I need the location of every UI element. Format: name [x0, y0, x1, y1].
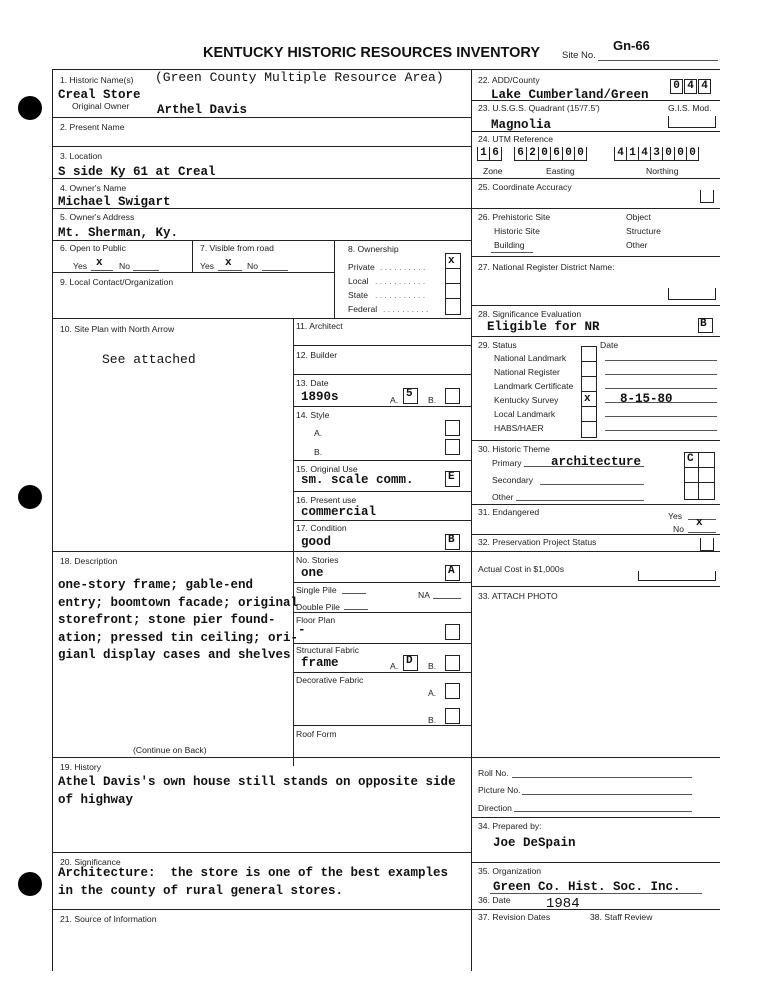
f17-label: 17. Condition — [296, 523, 347, 533]
utm-easting-digit: 2 — [526, 147, 539, 161]
f9-label: 9. Local Contact/Organization — [60, 277, 174, 287]
f35-label: 35. Organization — [478, 866, 542, 876]
f32-box[interactable] — [700, 538, 714, 551]
easting-label: Easting — [546, 166, 575, 176]
county-code-digit: 4 — [684, 79, 697, 94]
stories-value: one — [301, 566, 324, 580]
f15-value: sm. scale comm. — [301, 473, 414, 487]
f31-label: 31. Endangered — [478, 507, 540, 517]
other-label: Other — [492, 492, 514, 502]
f8-label: 8. Ownership — [348, 244, 399, 254]
f31-mark: x — [696, 517, 703, 529]
f14-b-box[interactable] — [445, 439, 460, 455]
f29-date-label: Date — [600, 340, 619, 350]
f14-b-label: B. — [314, 447, 323, 457]
actual-cost-label: Actual Cost in $1,000s — [478, 564, 564, 574]
f24-label: 24. UTM Reference — [478, 134, 553, 144]
f31-yes-label: Yes — [668, 511, 683, 521]
f13-value: 1890s — [301, 390, 339, 404]
status-checkbox-column[interactable] — [581, 346, 597, 438]
f11-label: 11. Architect — [296, 321, 343, 331]
f19-label: 19. History — [60, 762, 102, 772]
punch-hole — [18, 872, 42, 896]
f26-building: Building — [494, 240, 525, 250]
f14-label: 14. Style — [296, 410, 330, 420]
f7-yes: Yes — [200, 261, 215, 271]
primary-value: architecture — [551, 455, 642, 469]
f7-no: No — [247, 261, 258, 271]
punch-hole — [18, 485, 42, 509]
site-no-value: Gn-66 — [613, 38, 650, 53]
utm-easting-digit: 0 — [538, 147, 551, 161]
f3-value: S side Ky 61 at Creal — [58, 165, 216, 179]
decorative-a-box[interactable] — [445, 683, 460, 699]
roll-label: Roll No. — [478, 768, 509, 778]
f13-a-value: 5 — [406, 388, 413, 400]
gis-label: G.I.S. Mod. — [668, 103, 712, 113]
na-label: NA — [418, 590, 430, 600]
f5-label: 5. Owner's Address — [60, 212, 135, 222]
status-landmark-certificate: Landmark Certificate — [494, 381, 574, 391]
utm-northing-digit: 1 — [626, 147, 639, 161]
f17-value: good — [301, 535, 332, 549]
utm-northing-digit: 3 — [650, 147, 663, 161]
double-pile-label: Double Pile — [296, 602, 340, 612]
f5-value: Mt. Sherman, Ky. — [58, 226, 179, 240]
f3-label: 3. Location — [60, 151, 103, 161]
f36-label: 36. Date — [478, 895, 511, 905]
f8-private: Private — [348, 262, 375, 272]
status-national-register: National Register — [494, 367, 560, 377]
stories-label: No. Stories — [296, 555, 339, 565]
f12-label: 12. Builder — [296, 350, 338, 360]
f17-code: B — [448, 534, 455, 546]
status-kentucky-survey: Kentucky Survey — [494, 395, 559, 405]
f28-value: Eligible for NR — [487, 320, 600, 334]
picture-label: Picture No. — [478, 785, 521, 795]
f13-b-box[interactable] — [445, 388, 460, 404]
utm-easting-digit: 6 — [514, 147, 527, 161]
f10-value: See attached — [102, 352, 196, 367]
ky-survey-date: 8-15-80 — [620, 392, 673, 406]
actual-cost-box[interactable] — [638, 571, 716, 581]
f19-value: Athel Davis's own house still stands on opposite side of highway — [58, 775, 456, 807]
f6-label: 6. Open to Public — [60, 243, 126, 253]
form-title: KENTUCKY HISTORIC RESOURCES INVENTORY — [203, 45, 541, 61]
f6-no: No — [119, 261, 130, 271]
f21-label: 21. Source of Information — [60, 914, 157, 924]
primary-code: C — [687, 453, 694, 465]
punch-hole — [18, 96, 42, 120]
f14-a-label: A. — [314, 428, 323, 438]
northing-label: Northing — [646, 166, 679, 176]
f10-label: 10. Site Plan with North Arrow — [60, 324, 175, 334]
f26-object: Object — [626, 212, 651, 222]
f25-label: 25. Coordinate Accuracy — [478, 182, 572, 192]
f28-label: 28. Significance Evaluation — [478, 309, 582, 319]
f8-state: State — [348, 290, 369, 300]
orig-owner-label: Original Owner — [72, 101, 130, 111]
ky-survey-mark: x — [584, 393, 591, 405]
structural-a-label: A. — [390, 661, 399, 671]
site-no-label: Site No. — [562, 50, 596, 61]
orig-owner-value: Arthel Davis — [157, 103, 248, 117]
f28-code: B — [700, 318, 707, 330]
structural-value: frame — [301, 656, 339, 670]
f8-local: Local — [348, 276, 369, 286]
f1-label: 1. Historic Name(s) — [60, 75, 134, 85]
county-code-digit: 0 — [670, 79, 683, 94]
f20-label: 20. Significance — [60, 857, 121, 867]
f18-value: one-story frame; gable-end entry; boomtown facade; original storefront; stone pier found- ation; pressed tin ceiling; ori- gianl display cases and shelves — [58, 578, 299, 662]
f13-a-label: A. — [390, 395, 399, 405]
f16-value: commercial — [301, 505, 377, 519]
f13-label: 13. Date — [296, 378, 329, 388]
f26-structure: Structure — [626, 226, 661, 236]
utm-zone-digit: 6 — [489, 147, 502, 161]
floor-plan-value: - — [298, 623, 306, 637]
direction-label: Direction — [478, 803, 512, 813]
f8-private-mark: x — [448, 255, 455, 267]
utm-easting-digit: 0 — [562, 147, 575, 161]
single-pile-label: Single Pile — [296, 585, 337, 595]
floor-plan-box[interactable] — [445, 624, 460, 640]
f16-label: 16. Present use — [296, 495, 357, 505]
decorative-label: Decorative Fabric — [296, 675, 364, 685]
utm-easting-digit: 0 — [574, 147, 587, 161]
f37-label: 37. Revision Dates — [478, 912, 551, 922]
f25-box[interactable] — [700, 190, 714, 203]
gis-box[interactable] — [668, 116, 716, 128]
f4-value: Michael Swigart — [58, 195, 171, 209]
decorative-a-label: A. — [428, 688, 437, 698]
f15-code: E — [448, 471, 455, 483]
f2-label: 2. Present Name — [60, 122, 125, 132]
f22-value: Lake Cumberland/Green — [491, 88, 649, 102]
secondary-label: Secondary — [492, 475, 534, 485]
f7-label: 7. Visible from road — [200, 243, 274, 253]
f20-value: Architecture: the store is one of the best examples in the county of rural general stores. — [58, 866, 449, 898]
zone-label: Zone — [483, 166, 503, 176]
f36-value: 1984 — [546, 896, 580, 912]
utm-northing-digit: 0 — [686, 147, 699, 161]
f34-label: 34. Prepared by: — [478, 821, 542, 831]
f14-a-box[interactable] — [445, 420, 460, 436]
f13-b-label: B. — [428, 395, 437, 405]
f34-value: Joe DeSpain — [493, 836, 576, 850]
primary-label: Primary — [492, 458, 522, 468]
f1-note: (Green County Multiple Resource Area) — [155, 70, 444, 85]
status-national-landmark: National Landmark — [494, 353, 567, 363]
utm-zone-digit: 1 — [477, 147, 490, 161]
utm-northing-digit: 4 — [614, 147, 627, 161]
utm-northing-digit: 0 — [662, 147, 675, 161]
f33-label: 33. ATTACH PHOTO — [478, 591, 558, 601]
f31-no-label: No — [673, 524, 684, 534]
f27-label: 27. National Register District Name: — [478, 262, 615, 272]
f4-label: 4. Owner's Name — [60, 183, 127, 193]
f26-label: 26. Prehistoric Site — [478, 212, 551, 222]
f23-value: Magnolia — [491, 118, 552, 132]
f18-label: 18. Description — [60, 556, 118, 566]
structural-code: D — [406, 655, 413, 667]
f1-value: Creal Store — [58, 88, 141, 102]
structural-b-box[interactable] — [445, 655, 460, 671]
f8-federal: Federal — [348, 304, 378, 314]
f38-label: 38. Staff Review — [590, 912, 653, 922]
status-habs-haer: HABS/HAER — [494, 423, 544, 433]
county-code-digit: 4 — [698, 79, 711, 94]
decorative-b-label: B. — [428, 715, 437, 725]
structural-b-label: B. — [428, 661, 437, 671]
status-local-landmark: Local Landmark — [494, 409, 556, 419]
f35-value: Green Co. Hist. Soc. Inc. — [493, 880, 681, 894]
floor-plan-label: Floor Plan — [296, 615, 336, 625]
f29-label: 29. Status — [478, 340, 517, 350]
f26-historic: Historic Site — [494, 226, 540, 236]
f32-label: 32. Preservation Project Status — [478, 537, 597, 547]
f23-label: 23. U.S.G.S. Quadrant (15'/7.5') — [478, 103, 600, 113]
f22-label: 22. ADD/County — [478, 75, 540, 85]
utm-northing-digit: 4 — [638, 147, 651, 161]
f6-mark: x — [96, 257, 103, 269]
utm-easting-digit: 6 — [550, 147, 563, 161]
stories-code: A — [448, 565, 455, 577]
decorative-b-box[interactable] — [445, 708, 460, 724]
f15-label: 15. Original Use — [296, 464, 358, 474]
f7-mark: x — [225, 257, 232, 269]
f6-yes: Yes — [73, 261, 88, 271]
roof-form-label: Roof Form — [296, 729, 337, 739]
f26-other: Other — [626, 240, 648, 250]
structural-label: Structural Fabric — [296, 645, 360, 655]
f30-label: 30. Historic Theme — [478, 444, 550, 454]
utm-northing-digit: 0 — [674, 147, 687, 161]
f27-box[interactable] — [668, 288, 716, 300]
continue-on-back: (Continue on Back) — [133, 745, 207, 755]
